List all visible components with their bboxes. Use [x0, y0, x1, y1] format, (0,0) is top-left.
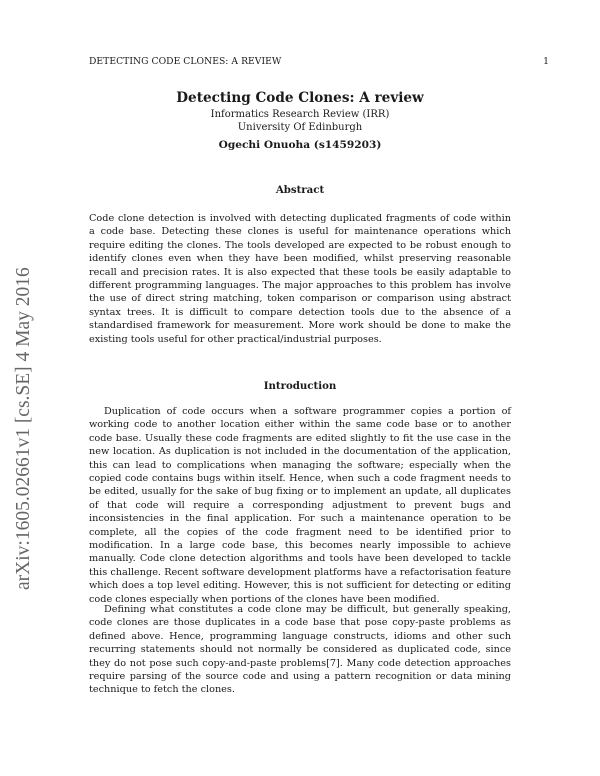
author-name: Ogechi Onuoha (s1459203)	[218, 139, 382, 151]
introduction-paragraph-2: Defining what constitutes a code clone may be difficult, but generally speaking, code clones are those duplicates in a code base that pose copy-paste problems as defined above. Hence, programming language constructs, idioms and other such recurring statements should not normally be considered as duplicated code, since they do not pose such copy-and-paste problems[7]. Many code detection approaches require parsing of the source code and using a pattern recognition or data mining technique to fetch the clones.	[89, 604, 511, 696]
introduction-paragraph-1: Duplication of code occurs when a software programmer copies a portion of working code to another location either within the same code base or to another code base. Usually these code fragments are edited slightly to fit the use case in the new location. As duplication is not included in the documentation of the application, this can lead to complications when managing the software; especially when the copied code contains bugs within itself. Hence, when such a code fragment needs to be edited, usually for the sake of bug fixing or to implement an update, all duplicates of that code will require a corresponding adjustment to prevent bugs and inconsistencies in the final application. For such a maintenance operation to be complete, all the copies of the code fragment need to be identified prior to modification. In a large code base, this becomes nearly impossible to achieve manually. Code clone detection algorithms and tools have been developed to tackle this challenge. Recent software development platforms have a refactorisation feature which does a top level editing. However, this is not sufficient for detecting or editing code clones especially when portions of the clones have been modified.	[89, 406, 511, 605]
arxiv-identifier-stamp: arXiv:1605.02661v1 [cs.SE] 4 May 2016	[13, 267, 34, 590]
running-title: DETECTING CODE CLONES: A REVIEW	[89, 56, 282, 67]
abstract-text: Code clone detection is involved with detecting duplicated fragments of code within a code base. Detecting these clones is useful for maintenance operations which require editing the clones. The tools developed are expected to be robust enough to identify clones even when they have been modified, whilst preserving reasonable recall and precision rates. It is also expected that these tools be easily adaptable to different programming languages. The major approaches to this problem has involve the use of direct string matching, token comparison or comparison using abstract syntax trees. It is difficult to compare detection tools due to the absence of a standardised framework for measurement. More work should be done to make the existing tools useful for other practical/industrial purposes.	[89, 213, 511, 345]
running-header	[89, 56, 549, 68]
affiliation-line-2: University Of Edinburgh	[237, 122, 363, 133]
paper-title: Detecting Code Clones: A review	[176, 90, 424, 106]
abstract-heading: Abstract	[275, 184, 325, 196]
affiliation-line-1: Informatics Research Review (IRR)	[210, 109, 390, 120]
title-block	[89, 88, 511, 153]
introduction-heading: Introduction	[263, 380, 337, 392]
page-number: 1	[543, 56, 549, 67]
